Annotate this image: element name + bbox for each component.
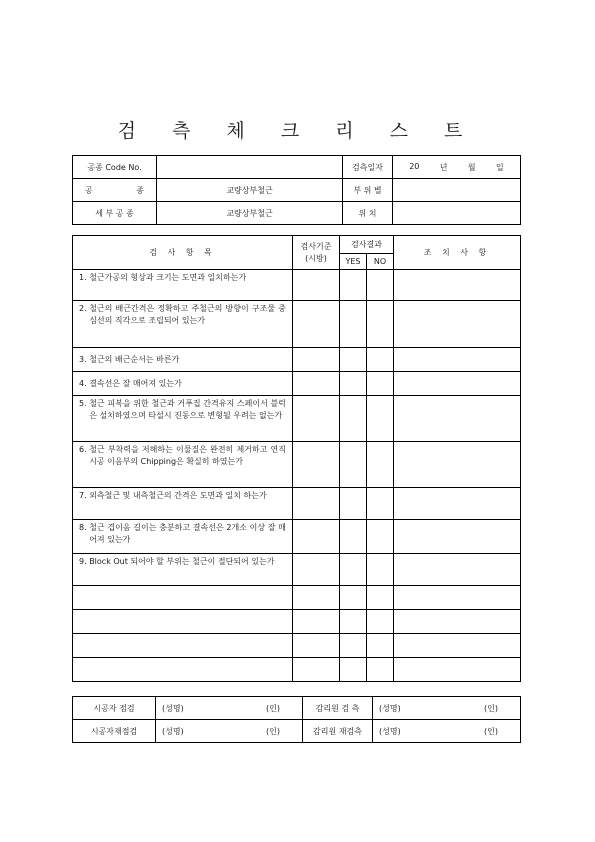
code-label: 공종 Code No. [73,156,157,179]
checklist-row [73,520,521,554]
checklist-empty-row [73,658,521,682]
code-value-field[interactable] [157,156,343,179]
item-text: Block Out 되어야 할 부위는 철근이 절단되어 있는가 [89,557,275,566]
action-cell[interactable] [394,488,521,520]
header-result: 검사결과 [340,236,394,254]
yes-cell[interactable] [340,348,367,372]
header-standard [293,236,340,270]
yes-cell[interactable] [340,586,367,610]
no-cell[interactable] [367,520,394,554]
location-label: 위 치 [343,202,393,225]
checklist-item [73,520,293,554]
supervisor-inspection-label: 감리원 검 측 [303,697,373,720]
contractor-check-label: 시공자 점검 [73,697,156,720]
item-text: 철근의 배근간격은 정확하고 주철근의 방향이 구조물 중심선의 직각으로 조립되어 있는가 [89,304,286,325]
yes-cell[interactable] [340,554,367,586]
date-month-unit: 월 [467,162,476,172]
action-cell[interactable] [394,270,521,301]
item-text: 철근 피복을 위한 철근과 거푸집 간격유지 스페이서 블럭은 설치하였으며 타설시 진동으로 변형될 우려는 없는가 [89,399,286,420]
supervisor-reinspection-label: 감리원 재검측 [303,720,373,743]
checklist-row [73,554,521,586]
item-text: 철근 겹이음 길이는 충분하고 결속선은 2개소 이상 잘 매어져 있는가 [89,523,286,544]
date-label: 검측일자 [343,156,393,179]
item-text: 결속선은 잘 매어져 있는가 [89,378,182,388]
document-title: 검 측 체 크 리 스 트 [117,120,478,142]
no-cell[interactable] [367,658,394,682]
no-cell[interactable] [367,348,394,372]
standard-cell[interactable] [293,442,340,488]
item-text: 외측철근 및 내측철근의 간격은 도면과 일치 하는가 [89,491,267,500]
yes-cell[interactable] [340,634,367,658]
checklist-item [73,488,293,520]
detail-value[interactable]: 교량상부철근 [157,202,343,225]
sign-name: (성명) [162,726,184,736]
yes-cell[interactable] [340,488,367,520]
header-standard-line1: 검사기준 [300,241,332,251]
standard-cell[interactable] [293,610,340,634]
standard-cell[interactable] [293,372,340,396]
standard-cell[interactable] [293,488,340,520]
action-cell[interactable] [394,301,521,348]
item-text: 철근의 배근순서는 바른가 [89,354,180,364]
checklist-row [73,396,521,442]
yes-cell[interactable] [340,520,367,554]
yes-cell[interactable] [340,610,367,634]
header-no: NO [367,254,394,270]
action-cell[interactable] [394,658,521,682]
item-number: 7. [79,491,90,500]
checklist-row [73,301,521,348]
checklist-item [73,270,293,301]
item-cell[interactable] [73,610,293,634]
checklist-row [73,442,521,488]
work-type-label-a: 공 [85,185,93,195]
action-cell[interactable] [394,554,521,586]
work-type-label [73,179,157,202]
sign-seal: (인) [266,726,280,736]
standard-cell[interactable] [293,348,340,372]
supervisor-reinspection-signature[interactable] [373,720,521,743]
yes-cell[interactable] [340,396,367,442]
no-cell[interactable] [367,634,394,658]
sign-seal: (인) [266,703,280,713]
work-type-value[interactable]: 교량상부철근 [157,179,343,202]
sign-seal: (인) [484,703,498,713]
checklist-item [73,372,293,396]
action-cell[interactable] [394,348,521,372]
part-value-field[interactable] [393,179,521,202]
item-number: 4. [79,378,90,388]
checklist-table [72,235,521,682]
sign-seal: (인) [484,726,498,736]
yes-cell[interactable] [340,658,367,682]
info-table [72,155,521,225]
sign-name: (성명) [379,703,401,713]
standard-cell[interactable] [293,586,340,610]
detail-label: 세 부 공 종 [73,202,157,225]
standard-cell[interactable] [293,270,340,301]
checklist-item [73,396,293,442]
item-number: 8. [79,523,90,532]
item-cell[interactable] [73,634,293,658]
part-label: 부 위 별 [343,179,393,202]
contractor-check-signature[interactable] [156,697,303,720]
no-cell[interactable] [367,396,394,442]
no-cell[interactable] [367,610,394,634]
location-value-field[interactable] [393,202,521,225]
no-cell[interactable] [367,488,394,520]
no-cell[interactable] [367,442,394,488]
item-text: 철근가공의 형상과 크기는 도면과 일치하는가 [89,273,247,282]
item-cell[interactable] [73,586,293,610]
date-day-unit: 일 [496,162,504,172]
contractor-recheck-label: 시공자재점검 [73,720,156,743]
checklist-row [73,488,521,520]
work-type-label-b: 종 [136,185,144,195]
action-cell[interactable] [394,610,521,634]
no-cell[interactable] [367,554,394,586]
header-item: 검 사 항 목 [73,236,293,270]
item-number: 2. [79,304,90,313]
action-cell[interactable] [394,520,521,554]
standard-cell[interactable] [293,301,340,348]
checklist-item [73,348,293,372]
standard-cell[interactable] [293,554,340,586]
action-cell[interactable] [394,396,521,442]
supervisor-inspection-signature[interactable] [373,697,521,720]
date-year-unit: 년 [439,162,448,172]
no-cell[interactable] [367,586,394,610]
yes-cell[interactable] [340,442,367,488]
action-cell[interactable] [394,634,521,658]
header-action: 조 치 사 항 [394,236,521,270]
item-number: 3. [79,354,90,364]
date-field[interactable] [393,156,521,179]
standard-cell[interactable] [293,634,340,658]
item-text: 철근 부착력을 저해하는 이물질은 완전히 제거하고 연직 시공 이음부의 Chipping은 확실히 하였는가 [89,445,286,466]
action-cell[interactable] [394,442,521,488]
checklist-row [73,372,521,396]
checklist-empty-row [73,610,521,634]
yes-cell[interactable] [340,301,367,348]
checklist-empty-row [73,586,521,610]
item-number: 9. [79,557,90,566]
no-cell[interactable] [367,301,394,348]
checklist-row [73,348,521,372]
sign-name: (성명) [162,703,184,713]
checklist-empty-row [73,634,521,658]
yes-cell[interactable] [340,270,367,301]
checklist-item [73,554,293,586]
no-cell[interactable] [367,270,394,301]
item-number: 6. [79,445,90,454]
checklist-row [73,270,521,301]
checklist-item [73,442,293,488]
contractor-recheck-signature[interactable] [156,720,303,743]
standard-cell[interactable] [293,520,340,554]
standard-cell[interactable] [293,396,340,442]
signature-table [72,696,521,743]
header-yes: YES [340,254,367,270]
checklist-item [73,301,293,348]
yes-cell[interactable] [340,372,367,396]
no-cell[interactable] [367,372,394,396]
item-number: 5. [79,399,90,408]
action-cell[interactable] [394,586,521,610]
item-cell[interactable] [73,658,293,682]
action-cell[interactable] [394,372,521,396]
sign-name: (성명) [379,726,401,736]
item-number: 1. [79,273,90,282]
header-standard-line2: (시방) [305,253,327,263]
standard-cell[interactable] [293,658,340,682]
date-year: 20 [409,161,420,171]
